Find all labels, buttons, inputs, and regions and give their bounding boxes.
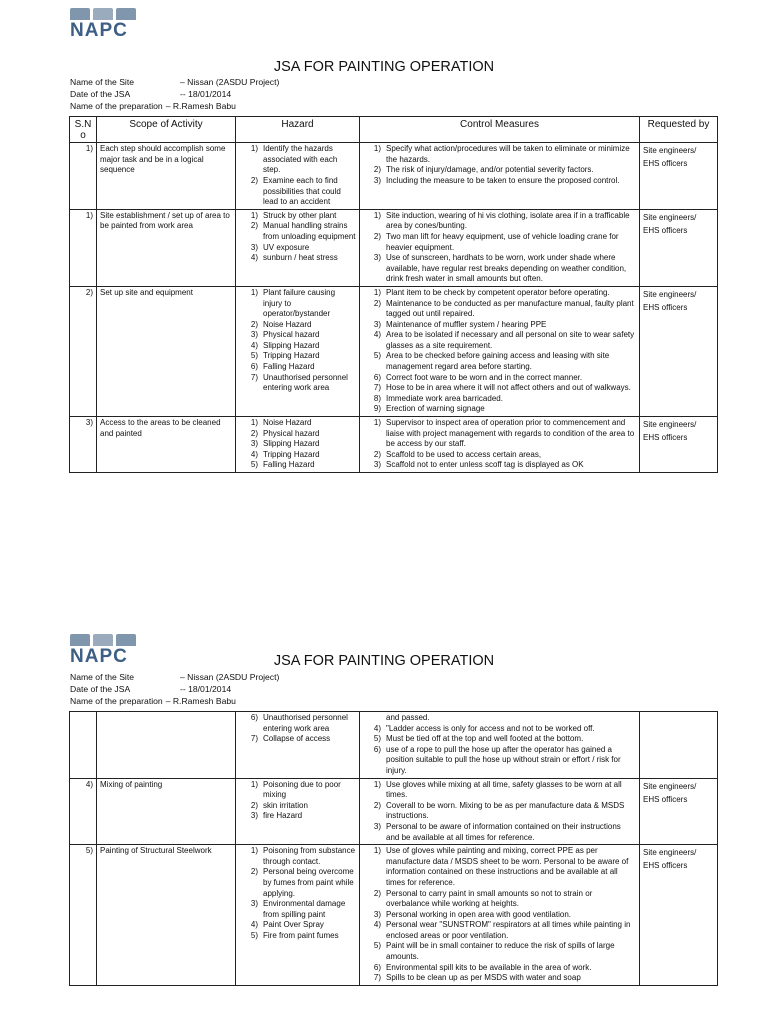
item-number: 4) [250, 340, 258, 350]
item-text: Paint will be in small container to reduce the risk of spills of large amounts. [386, 941, 615, 962]
list-item [363, 253, 636, 285]
row-scope: Mixing of painting [97, 778, 236, 845]
list-item [238, 450, 356, 461]
item-text: Use of sunscreen, hardhats to be worn, work under shade where available, have regular rest breaks depending on weather condition, drink fresh water in small amounts but often. [386, 253, 627, 284]
item-number: 6) [373, 372, 381, 382]
list-item [363, 941, 636, 962]
item-number: 4) [373, 723, 381, 733]
item-number: 6) [373, 744, 381, 754]
row-hazards [236, 209, 360, 286]
row-scope: Site establishment / set up of area to be painted from work area [97, 209, 236, 286]
row-controls-list [363, 144, 636, 186]
jsa-table-continued [69, 711, 718, 986]
item-text: skin irritation [263, 800, 308, 810]
list-item [363, 144, 636, 165]
list-item [238, 811, 356, 822]
item-text: Tripping Hazard [263, 351, 320, 361]
item-number: 2) [250, 175, 258, 185]
item-number: 2) [250, 221, 258, 231]
item-text: fire Hazard [263, 811, 303, 821]
list-item [363, 351, 636, 372]
item-number: 5) [250, 351, 258, 361]
item-number: 6) [250, 713, 258, 722]
header-control-measures: Control Measures [360, 117, 640, 143]
item-number: 5) [373, 734, 381, 744]
item-number: 2) [373, 888, 381, 898]
page-title: JSA FOR PAINTING OPERATION [273, 653, 495, 669]
item-text: Examine each to find possibilities that could lead to an accident [263, 175, 341, 207]
item-number: 2) [250, 319, 258, 329]
row-requested-by: Site engineers/ EHS officers [640, 209, 718, 286]
table-row [70, 712, 718, 779]
item-text: Personal wear "SUNSTROM" respirators at all times while painting in enclosed areas or poor ventilation. [386, 920, 631, 940]
document-meta [70, 671, 279, 707]
item-text: and passed. [386, 713, 430, 722]
header-scope: Scope of Activity [97, 117, 236, 143]
row-controls-list [363, 211, 636, 285]
document-page-2 [0, 626, 768, 1024]
row-controls-list [363, 418, 636, 471]
list-item [363, 232, 636, 253]
list-item [238, 253, 356, 264]
list-item [363, 418, 636, 450]
item-text: Paint Over Spray [263, 920, 324, 930]
item-text: Plant failure causing injury to operator/bystander [263, 287, 336, 319]
item-text: Poisoning due to poor mixing [263, 779, 341, 800]
item-number: 3) [373, 460, 381, 470]
item-number: 5) [250, 930, 258, 940]
list-item [238, 341, 356, 352]
item-text: Unauthorised personnel entering work area [263, 372, 348, 393]
row-controls [360, 845, 640, 986]
row-requested-by: Site engineers/ EHS officers [640, 778, 718, 845]
item-text: Slipping Hazard [263, 439, 320, 449]
item-text: Area to be isolated if necessary and all personal on site to wear safety glasses as a site requirement. [386, 330, 635, 350]
row-hazards [236, 143, 360, 210]
row-hazards [236, 778, 360, 845]
list-item [363, 801, 636, 822]
page-gap [0, 560, 768, 626]
list-item [363, 460, 636, 471]
item-number: 2) [373, 231, 381, 241]
item-text: Poisoning from substance through contact. [263, 846, 356, 866]
item-number: 3) [250, 811, 258, 821]
item-text: Maintenance to be conducted as per manufacture manual, faulty plant tagged out until repaired. [386, 298, 634, 319]
item-number: 7) [250, 734, 258, 744]
row-controls-list [363, 846, 636, 984]
item-number: 7) [373, 973, 381, 983]
item-text: Specify what action/procedures will be taken to eliminate or minimize the hazards. [386, 144, 630, 164]
page-title: JSA FOR PAINTING OPERATION [273, 59, 495, 75]
table-row [70, 417, 718, 473]
list-item [238, 867, 356, 899]
item-text: Must be tied off at the top and well footed at the bottom. [386, 734, 584, 744]
list-item [238, 899, 356, 920]
meta-date: Date of the JSA -- 18/01/2014 [70, 684, 232, 694]
item-text: Tripping Hazard [263, 449, 320, 459]
item-text: Supervisor to inspect area of operation prior to commencement and liaise with project management with regards to condition of the area to be access by our staff. [386, 418, 635, 449]
row-scope: Each step should accomplish some major task and be in a logical sequence [97, 143, 236, 210]
item-text: Area to be checked before gaining access and leasing with site management regard area before starting. [386, 351, 610, 372]
list-item [363, 176, 636, 187]
item-number: 3) [373, 253, 381, 263]
list-item [363, 713, 636, 724]
list-item [238, 439, 356, 450]
row-controls [360, 712, 640, 779]
row-controls [360, 417, 640, 473]
item-number: 3) [373, 821, 381, 831]
row-sn: 4) [70, 778, 97, 845]
row-sn: 2) [70, 286, 97, 416]
item-text: Erection of warning signage [386, 404, 485, 414]
item-text: Correct foot ware to be worn and in the correct manner. [386, 372, 583, 382]
meta-date: Date of the JSA -- 18/01/2014 [70, 89, 232, 99]
item-text: Personal to carry paint in small amounts so not to strain or overbalance while working at heights. [386, 888, 593, 909]
row-controls [360, 286, 640, 416]
item-number: 6) [250, 362, 258, 372]
list-item [363, 920, 636, 941]
item-text: Falling Hazard [263, 460, 315, 470]
row-requested-by: Site engineers/ EHS officers [640, 417, 718, 473]
list-item [363, 910, 636, 921]
item-text: Immediate work area barricaded. [386, 393, 503, 403]
item-text: Including the measure to be taken to ensure the proposed control. [386, 175, 620, 185]
item-number: 3) [373, 175, 381, 185]
row-hazards [236, 845, 360, 986]
list-item [363, 734, 636, 745]
row-sn: 3) [70, 417, 97, 473]
row-hazards-list [238, 780, 356, 822]
item-number: 8) [373, 393, 381, 403]
row-sn: 1) [70, 143, 97, 210]
item-number: 1) [250, 287, 258, 297]
item-text: Two man lift for heavy equipment, use of vehicle loading crane for heavier equipment. [386, 231, 619, 252]
item-text: Struck by other plant [263, 210, 337, 220]
item-number: 1) [373, 144, 381, 154]
item-number: 3) [250, 899, 258, 909]
list-item [238, 780, 356, 801]
row-sn: 1) [70, 209, 97, 286]
item-text: Noise Hazard [263, 418, 312, 428]
row-controls-list [363, 713, 636, 777]
item-text: Physical hazard [263, 330, 320, 340]
item-number: 1) [250, 144, 258, 154]
list-item [363, 973, 636, 984]
row-requested-by: Site engineers/ EHS officers [640, 845, 718, 986]
item-number: 6) [373, 962, 381, 972]
item-text: Spills to be clean up as per MSDS with water and soap [386, 973, 581, 983]
item-number: 3) [373, 319, 381, 329]
item-text: Maintenance of muffler system / hearing PPE [386, 319, 547, 329]
header-requested-by: Requested by [640, 117, 718, 143]
row-sn [70, 712, 97, 779]
row-scope: Painting of Structural Steelwork [97, 845, 236, 986]
list-item [363, 404, 636, 415]
list-item [238, 734, 356, 745]
item-number: 2) [373, 298, 381, 308]
meta-site: Name of the Site – Nissan (2ASDU Project) [70, 672, 280, 682]
table-row [70, 143, 718, 210]
item-text: Plant item to be check by competent operator before operating. [386, 287, 610, 297]
list-item [238, 211, 356, 222]
item-text: Environmental damage from spilling paint [263, 899, 346, 919]
item-text: Fire from paint fumes [263, 930, 339, 940]
item-number: 7) [373, 383, 381, 393]
list-item [238, 846, 356, 867]
item-number: 1) [250, 779, 258, 789]
logo-mark-icon [70, 8, 142, 20]
table-header-row [70, 117, 718, 143]
list-item [238, 330, 356, 341]
list-item [363, 724, 636, 735]
row-hazards-list [238, 418, 356, 471]
list-item [363, 165, 636, 176]
meta-preparer: Name of the preparation – R.Ramesh Babu [70, 101, 236, 111]
list-item [238, 931, 356, 942]
row-controls-list [363, 288, 636, 415]
list-item [363, 394, 636, 405]
item-text: Collapse of access [263, 734, 331, 744]
list-item [363, 211, 636, 232]
list-item [238, 176, 356, 208]
list-item [363, 780, 636, 801]
document-meta [70, 76, 279, 112]
item-text: The risk of injury/damage, and/or potential severity factors. [386, 165, 594, 175]
item-number: 2) [250, 428, 258, 438]
item-text: Personal being overcome by fumes from paint while applying. [263, 867, 354, 898]
list-item [363, 320, 636, 331]
header-sn: S.N o [70, 117, 97, 143]
row-hazards-list [238, 713, 356, 745]
item-text: Use gloves while mixing at all time, safety glasses to be worn at all times. [386, 779, 622, 800]
item-number: 2) [373, 165, 381, 175]
item-text: Personal working in open area with good ventilation. [386, 909, 572, 919]
list-item [238, 429, 356, 440]
item-number: 4) [373, 330, 381, 340]
list-item [238, 801, 356, 812]
item-text: Slipping Hazard [263, 340, 320, 350]
item-number: 2) [373, 800, 381, 810]
item-number: 4) [373, 920, 381, 930]
item-number: 1) [373, 287, 381, 297]
logo-mark-icon [70, 634, 142, 646]
item-number: 9) [373, 404, 381, 414]
row-hazards [236, 417, 360, 473]
list-item [238, 362, 356, 373]
list-item [238, 920, 356, 931]
item-number: 3) [373, 909, 381, 919]
list-item [238, 144, 356, 176]
item-text: Use of gloves while painting and mixing, correct PPE as per manufacture data / MSDS sheet to be worn. Personal to be aware of information contained on these instructions and be available at all times for reference. [386, 846, 629, 887]
item-text: Falling Hazard [263, 362, 315, 372]
list-item [238, 288, 356, 320]
item-text: Hose to be in area where it will not affect others and out of walkways. [386, 383, 631, 393]
list-item [363, 822, 636, 843]
item-text: Identify the hazards associated with each step. [263, 144, 338, 175]
item-number: 2) [250, 800, 258, 810]
list-item [238, 460, 356, 471]
item-text: Coverall to be worn. Mixing to be as per manufacture data & MSDS instructions. [386, 800, 625, 821]
item-number: 1) [250, 418, 258, 428]
row-requested-by [640, 712, 718, 779]
item-number: 3) [250, 439, 258, 449]
table-row [70, 845, 718, 986]
row-controls [360, 778, 640, 845]
list-item [363, 330, 636, 351]
list-item [363, 288, 636, 299]
item-text: Manual handling strains from unloading equipment [263, 221, 356, 241]
table-row [70, 286, 718, 416]
logo-wordmark: NAPC [70, 646, 128, 667]
logo-wordmark: NAPC [70, 20, 128, 41]
list-item [363, 846, 636, 888]
table-row [70, 209, 718, 286]
item-number: 4) [250, 920, 258, 930]
item-text: Scaffold to be used to access certain areas, [386, 449, 542, 459]
list-item [238, 320, 356, 331]
item-text: use of a rope to pull the hose up after the operator has gained a position suitable to pull the hose up without strain or effort / risk for injury. [386, 744, 621, 775]
row-hazards-list [238, 144, 356, 208]
list-item [238, 221, 356, 242]
list-item [363, 963, 636, 974]
row-hazards-list [238, 211, 356, 264]
item-number: 1) [250, 846, 258, 856]
item-number: 1) [373, 846, 381, 856]
item-text: "Ladder access is only for access and not to be worked off. [386, 723, 595, 733]
list-item [363, 383, 636, 394]
row-hazards-list [238, 846, 356, 941]
napc-logo [70, 8, 142, 56]
row-scope: Access to the areas to be cleaned and painted [97, 417, 236, 473]
item-number: 4) [250, 449, 258, 459]
list-item [363, 450, 636, 461]
row-hazards [236, 286, 360, 416]
list-item [238, 713, 356, 734]
row-sn: 5) [70, 845, 97, 986]
row-hazards [236, 712, 360, 779]
item-text: UV exposure [263, 242, 310, 252]
list-item [363, 373, 636, 384]
item-number: 1) [373, 418, 381, 428]
item-text: Physical hazard [263, 428, 320, 438]
list-item [238, 418, 356, 429]
row-hazards-list [238, 288, 356, 394]
item-text: Noise Hazard [263, 319, 312, 329]
meta-site: Name of the Site – Nissan (2ASDU Project) [70, 77, 280, 87]
row-controls [360, 143, 640, 210]
list-item [363, 745, 636, 777]
item-text: Environmental spill kits to be available in the area of work. [386, 962, 592, 972]
item-number: 4) [250, 253, 258, 263]
item-number: 5) [373, 941, 381, 951]
item-text: Scaffold not to enter unless scoff tag is displayed as OK [386, 460, 584, 470]
item-text: Unauthorised personnel entering work area [263, 713, 348, 733]
row-scope: Set up site and equipment [97, 286, 236, 416]
header-hazard: Hazard [236, 117, 360, 143]
item-text: Site induction, wearing of hi vis clothing, isolate area if in a trafficable area by cones/bunting. [386, 210, 630, 231]
row-requested-by: Site engineers/ EHS officers [640, 286, 718, 416]
item-number: 3) [250, 330, 258, 340]
item-number [363, 713, 386, 724]
item-number: 2) [250, 867, 258, 877]
jsa-table [69, 116, 718, 473]
item-text: sunburn / heat stress [263, 253, 338, 263]
row-requested-by: Site engineers/ EHS officers [640, 143, 718, 210]
item-number: 2) [373, 449, 381, 459]
meta-preparer: Name of the preparation – R.Ramesh Babu [70, 696, 236, 706]
item-number: 1) [250, 210, 258, 220]
item-number: 3) [250, 242, 258, 252]
row-controls-list [363, 780, 636, 844]
list-item [238, 351, 356, 362]
row-scope [97, 712, 236, 779]
list-item [238, 373, 356, 394]
item-number: 5) [250, 460, 258, 470]
item-number: 7) [250, 372, 258, 382]
list-item [363, 299, 636, 320]
item-text: Personal to be aware of information contained on their instructions and be available at all times for reference. [386, 821, 621, 842]
row-controls [360, 209, 640, 286]
table-row [70, 778, 718, 845]
item-number: 1) [373, 210, 381, 220]
list-item [238, 243, 356, 254]
item-number: 1) [373, 779, 381, 789]
item-number: 5) [373, 351, 381, 361]
list-item [363, 889, 636, 910]
